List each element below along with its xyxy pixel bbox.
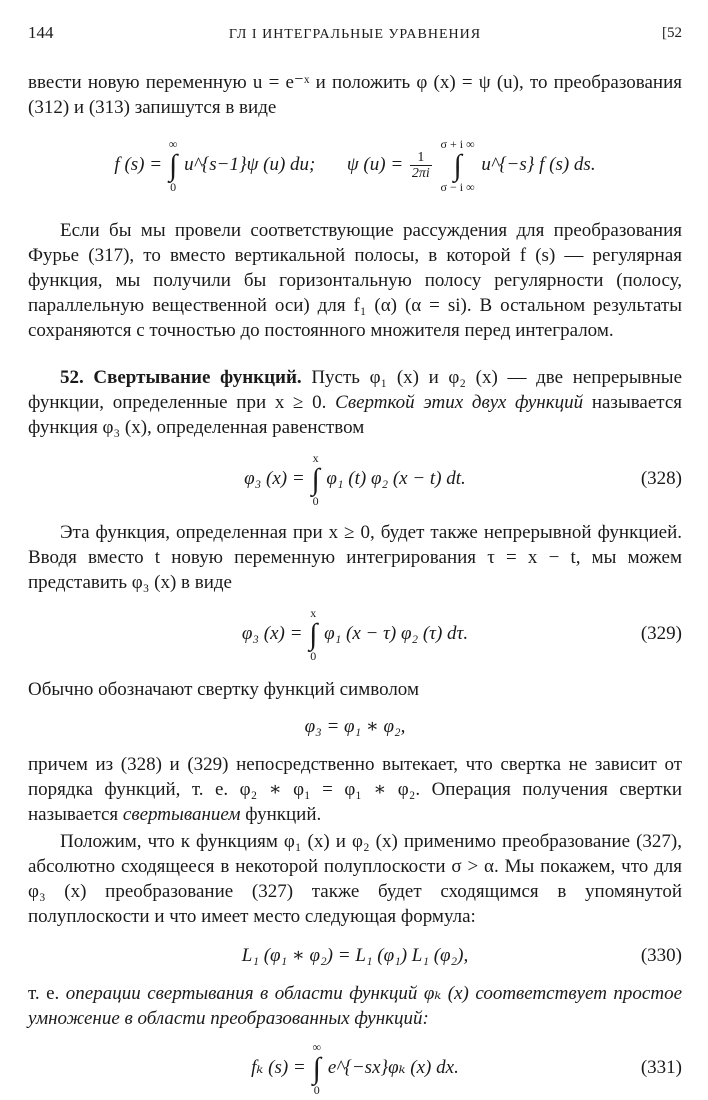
- equation-330: [28, 939, 682, 973]
- eq1-right-integrand: u^{−s} f (s) ds.: [481, 154, 596, 175]
- convolution-definition: Сверткой этих двух функций: [335, 392, 584, 413]
- eq1-right-lhs: ψ (u) =: [346, 154, 404, 175]
- theorem-prefix: т. е.: [28, 983, 66, 1004]
- eq1-right-lower-limit: σ − i ∞: [440, 179, 475, 194]
- eq331-integrand: e^{−sx}φₖ (x) dx.: [327, 1057, 459, 1078]
- paragraph-section-52: [28, 365, 682, 440]
- eq331-lhs: fₖ (s) =: [251, 1057, 306, 1078]
- eq331-integral: ∞ ∫ 0: [312, 1039, 322, 1097]
- equation-convolution-symbol: φ₃ = φ₁ ∗ φ₂,: [304, 716, 406, 737]
- eq1-left-integral: ∞ ∫ 0: [168, 136, 178, 194]
- equation-mellin-pair: [28, 126, 682, 204]
- eq1-fraction-denominator: 2πi: [411, 166, 430, 182]
- page-number: 144: [28, 23, 54, 42]
- section-reference: [52: [662, 25, 682, 41]
- eq328-lower-limit: 0: [312, 493, 319, 508]
- commutativity-text: причем из (328) и (329) непосредственно вытекает, что свертка не зависит от порядка функций, т. е. φ₂ ∗ φ₁ = φ₁ ∗ φ₂. Операция получения свертки называется: [28, 754, 682, 825]
- eq331-lower-limit: 0: [313, 1082, 320, 1097]
- eq330-body: L₁ (φ₁ ∗ φ₂) = L₁ (φ₁) L₁ (φ₂),: [241, 945, 469, 966]
- eq329-lhs: φ₃ (x) =: [241, 623, 303, 644]
- section-52-text-a: Пусть φ₁ (x) и φ₂ (x) — две непрерывные функции, определенные при x ≥ 0.: [28, 367, 682, 413]
- book-page: [28, 18, 682, 1099]
- paragraph-continuity: Эта функция, определенная при x ≥ 0, будет также непрерывной функцией. Вводя вместо t новую переменную интегрирования τ = x − t, мы можем представить φ₃ (x) в виде: [28, 522, 682, 593]
- eq328-upper-limit: x: [312, 450, 319, 465]
- eq329-integral: x ∫ 0: [309, 605, 318, 663]
- paragraph-intro: ввести новую переменную u = e⁻ˣ и положить φ (x) = ψ (u), то преобразования (312) и (313) запишутся в виде: [28, 72, 682, 118]
- eq328-lhs: φ₃ (x) =: [244, 468, 305, 489]
- eq331-number: (331): [640, 1057, 682, 1078]
- eq328-integrand: φ₁ (t) φ₂ (x − t) dt.: [326, 468, 466, 489]
- paragraph-transform-claim: Положим, что к функциям φ₁ (x) и φ₂ (x) применимо преобразование (327), абсолютно сходящееся в некоторой полуплоскости σ > α. Мы покажем, что для φ₃ (x) преобразование (327) также будет сходящимся в упомянутой полуплоскости и что имеет место следующая формула:: [28, 831, 682, 927]
- eq329-upper-limit: x: [310, 605, 317, 620]
- equation-329: [28, 603, 682, 665]
- eq331-upper-limit: ∞: [312, 1039, 322, 1054]
- term-convolving: свертыванием: [122, 804, 241, 825]
- paragraph-notation: Обычно обозначают свертку функций символом: [28, 679, 419, 700]
- equation-331: [28, 1037, 682, 1099]
- section-heading: 52. Свертывание функций.: [60, 367, 302, 388]
- section-52-text-b: называется функция φ₃ (x), определенная равенством: [28, 392, 682, 438]
- theorem-italic: операции свертывания в области функций φₖ (x) соответствует простое умножение в области преобразованных функций:: [28, 983, 683, 1029]
- commutativity-end: функций.: [240, 804, 322, 825]
- equation-328: [28, 448, 682, 510]
- eq1-right-integral: σ + i ∞ ∫ σ − i ∞: [440, 136, 475, 194]
- eq329-integrand: φ₁ (x − τ) φ₂ (τ) dτ.: [324, 623, 469, 644]
- paragraph-fourier-remark: Если бы мы провели соответствующие рассуждения для преобразования Фурье (317), то вместо вертикальной полосы, в которой f (s) — регулярная функция, мы получили бы горизонтальную полосу регулярности (полосу, параллельную вещественной оси) для f₁ (α) (α = si). В остальном результаты сохраняются с точностью до постоянного множителя перед интегралом.: [28, 220, 682, 341]
- eq1-left-integrand: u^{s−1}ψ (u) du;: [184, 154, 316, 175]
- eq328-integral: x ∫ 0: [311, 450, 320, 508]
- eq1-left-lhs: f (s) =: [114, 154, 163, 175]
- running-title: ГЛ I ИНТЕГРАЛЬНЫЕ УРАВНЕНИЯ: [228, 27, 482, 42]
- paragraph-theorem-statement: [28, 981, 682, 1031]
- eq1-fraction: [410, 150, 432, 181]
- paragraph-commutativity: [28, 752, 682, 827]
- eq1-left-lower-limit: 0: [170, 179, 177, 194]
- eq1-right-upper-limit: σ + i ∞: [440, 136, 475, 151]
- eq329-lower-limit: 0: [310, 648, 317, 663]
- page-header: [28, 18, 682, 44]
- eq330-number: (330): [640, 945, 682, 966]
- eq1-fraction-numerator: 1: [410, 150, 432, 166]
- eq328-number: (328): [640, 468, 682, 489]
- eq1-left-upper-limit: ∞: [168, 136, 178, 151]
- eq329-number: (329): [640, 623, 682, 644]
